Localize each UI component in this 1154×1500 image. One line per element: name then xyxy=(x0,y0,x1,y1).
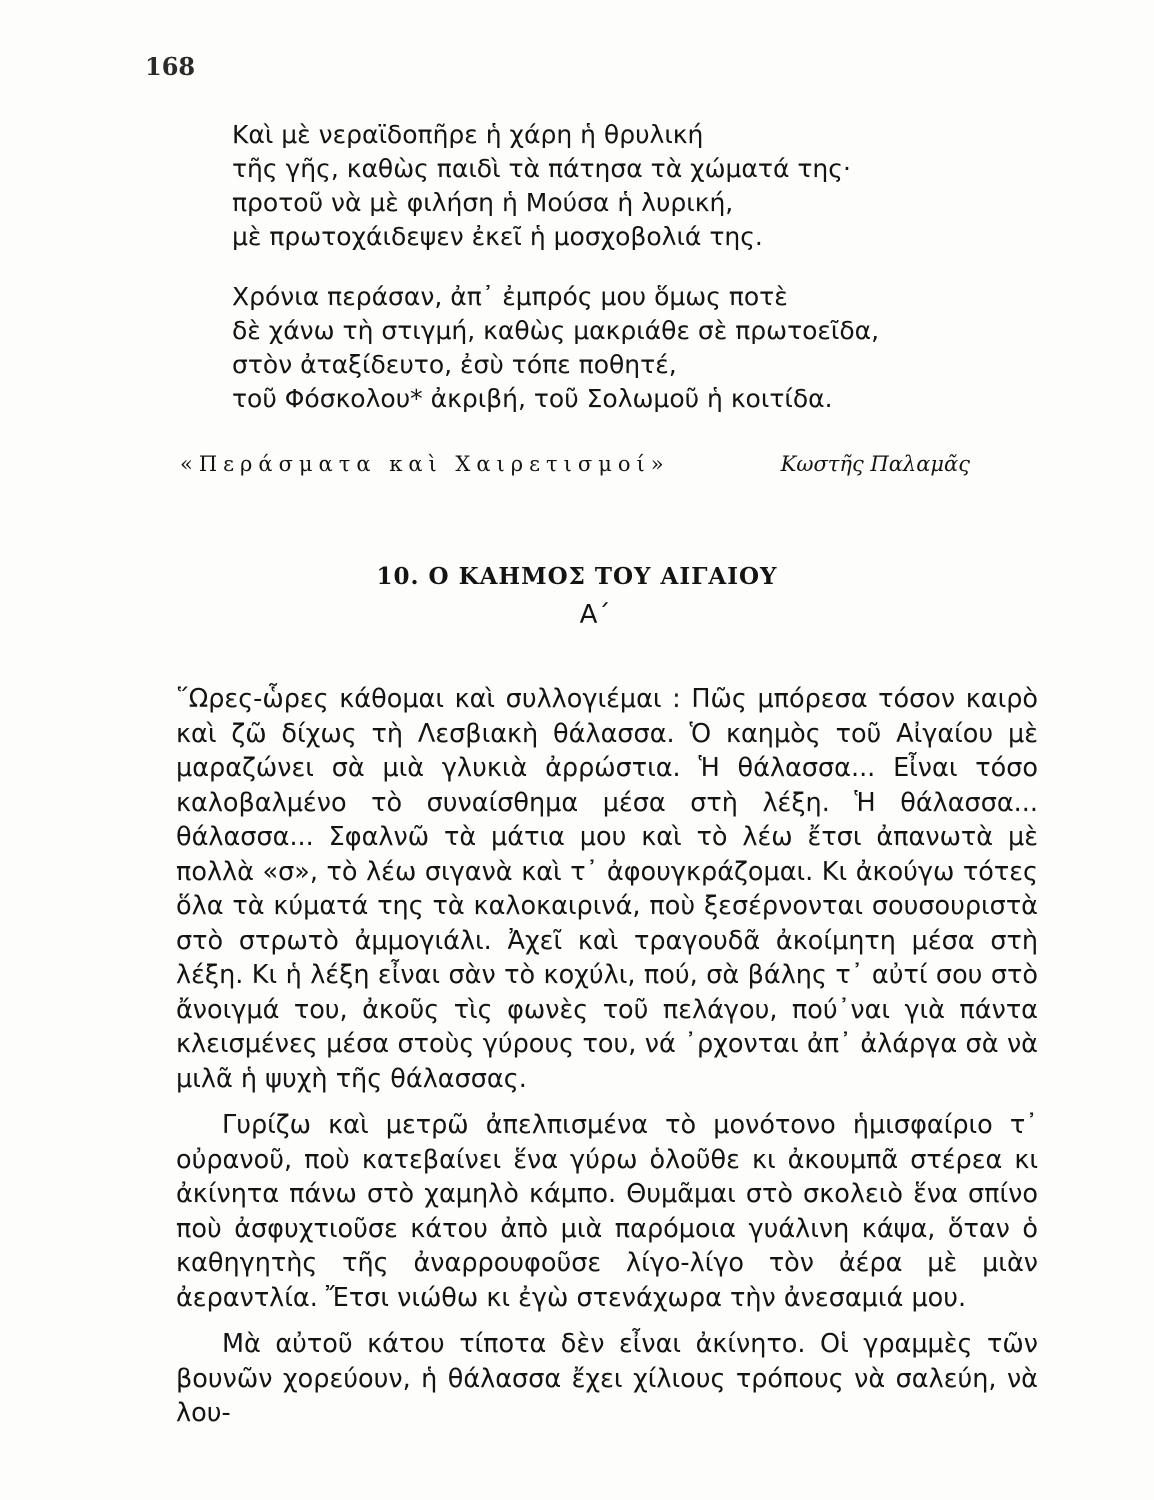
poem-stanza-1 xyxy=(232,118,932,254)
poem-line: μὲ πρωτοχάιδεψεν ἐκεῖ ἡ μοσχοβολιά της. xyxy=(232,222,763,251)
poem-author: Κωστῆς Παλαμᾶς xyxy=(780,452,970,476)
paragraph: Γυρίζω καὶ μετρῶ ἀπελπισμένα τὸ μονότονο ἡμισφαίριο τ᾽ οὐρανοῦ, ποὺ κατεβαίνει ἕνα γύρω ὁλοῦθε κι ἀκουμπᾶ στέρεα κι ἀκίνητα πάνω στὸ χαμηλὸ κάμπο. Θυμᾶμαι στὸ σκολειὸ ἕνα σπίνο ποὺ ἀσφυχτιοῦσε κάτου ἀπὸ μιὰ παρόμοια γυάλινη κάψα, ὅταν ὁ καθηγητὴς τῆς ἀναρρουφοῦσε λίγο-λίγο τὸν ἀέρα μὲ μιὰν ἀεραντλία. Ἔτσι νιώθω κι ἐγὼ στενάχωρα τὴν ἀνεσαμιά μου. xyxy=(176,1110,1038,1313)
prose-body xyxy=(176,682,1038,1443)
poem-line: προτοῦ νὰ μὲ φιλήση ἡ Μούσα ἡ λυρική, xyxy=(232,188,734,217)
poem-line: Καὶ μὲ νεραϊδοπῆρε ἡ χάρη ἡ θρυλική xyxy=(232,120,704,149)
poem-line: τοῦ Φόσκολου* ἀκριβή, τοῦ Σολωμοῦ ἡ κοιτίδα. xyxy=(232,384,833,413)
poem-stanza-2 xyxy=(232,280,932,416)
poem-attribution xyxy=(180,452,970,476)
chapter-title: 10. Ο ΚΑΗΜΟΣ ΤΟΥ ΑΙΓΑΙΟΥ xyxy=(376,563,778,590)
poem-line: Χρόνια περάσαν, ἀπ᾽ ἐμπρός μου ὅμως ποτὲ xyxy=(232,282,788,311)
poem xyxy=(232,118,932,442)
poem-line: τῆς γῆς, καθὼς παιδὶ τὰ πάτησα τὰ χώματά της· xyxy=(232,154,851,183)
paragraph: ῞Ωρες-ὧρες κάθομαι καὶ συλλογιέμαι : Πῶς μπόρεσα τόσον καιρὸ καὶ ζῶ δίχως τὴ Λεσβιακὴ θάλασσα. Ὁ καημὸς τοῦ Αἰγαίου μὲ μαραζώνει σὰ μιὰ γλυκιὰ ἀρρώστια. Ἡ θάλασσα... Εἶναι τόσο καλοβαλμένο τὸ συναίσθημα μέσα στὴ λέξη. Ἡ θάλασσα... θάλασσα... Σφαλνῶ τὰ μάτια μου καὶ τὸ λέω ἔτσι ἀπανωτὰ μὲ πολλὰ «σ», τὸ λέω σιγανὰ καὶ τ᾽ ἀφουγκράζομαι. Κι ἀκούγω τότες ὅλα τὰ κύματά της τὰ καλοκαιρινά, ποὺ ξεσέρνονται σουσουριστὰ στὸ στρωτὸ ἀμμογιάλι. Ἀχεῖ καὶ τραγουδᾶ ἀκοίμητη μέσα στὴ λέξη. Κι ἡ λέξη εἶναι σὰν τὸ κοχύλι, πού, σὰ βάλης τ᾽ αὐτί σου στὸ ἄνοιγμά του, ἀκοῦς τὶς φωνὲς τοῦ πελάγου, πού᾽ναι γιὰ πάντα κλεισμένες μέσα στοὺς γύρους του, νά ᾽ρχονται ἀπ᾽ ἀλάργα σὰ νὰ μιλᾶ ἡ ψυχὴ τῆς θάλασσας. xyxy=(176,684,1038,1094)
section-mark: Α΄ xyxy=(579,600,611,630)
paragraph: Μὰ αὐτοῦ κάτου τίποτα δὲν εἶναι ἀκίνητο. Οἱ γραμμὲς τῶν βουνῶν χορεύουν, ἡ θάλασσα ἔχει χίλιους τρόπους νὰ σαλεύη, νὰ λου- xyxy=(176,1329,1038,1428)
poem-line: στὸν ἀταξίδευτο, ἐσὺ τόπε ποθητέ, xyxy=(232,350,677,379)
page-number: 168 xyxy=(145,52,196,81)
poem-source: «Περάσματα καὶ Χαιρετισμοί» xyxy=(180,452,670,476)
poem-line: δὲ χάνω τὴ στιγμή, καθὼς μακριάθε σὲ πρωτοεῖδα, xyxy=(232,316,880,345)
